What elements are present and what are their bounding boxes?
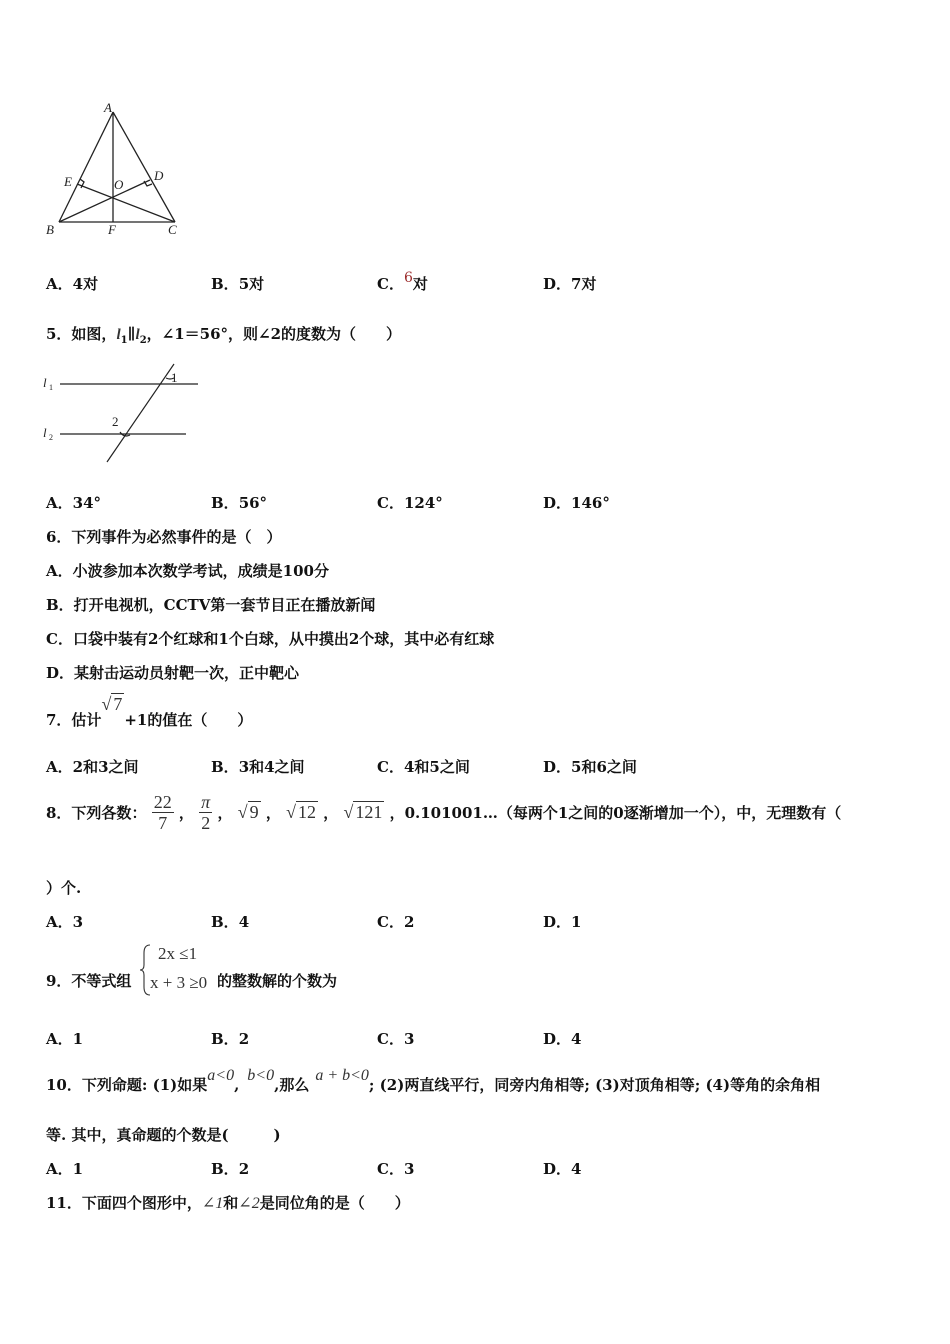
- q11-stem: 11．下面四个图形中，∠1和∠2是同位角的是（ ）: [46, 1194, 410, 1212]
- label-l2-sub: 2: [49, 433, 53, 442]
- q10-option-c[interactable]: C．3: [377, 1160, 415, 1178]
- q9-option-c[interactable]: C．3: [377, 1030, 415, 1048]
- altitude-ce: [77, 184, 175, 222]
- math-b-lt-0: b<0: [247, 1067, 275, 1084]
- q9-option-b[interactable]: B．2: [211, 1030, 250, 1048]
- q8-option-b[interactable]: B．4: [211, 913, 250, 931]
- q7-option-d[interactable]: D．5和6之间: [543, 758, 637, 776]
- triangle-figure: [40, 100, 190, 240]
- q10-option-b[interactable]: B．2: [211, 1160, 250, 1178]
- sqrt-7: √ 7: [101, 694, 123, 714]
- side-ab: [59, 112, 113, 222]
- q8-option-c[interactable]: C．2: [377, 913, 415, 931]
- math-angle-1: ∠1: [201, 1195, 224, 1212]
- q8-option-a[interactable]: A．3: [46, 913, 84, 931]
- altitude-bd: [59, 180, 150, 222]
- q9-option-d[interactable]: D．4: [543, 1030, 582, 1048]
- label-l2: l: [43, 425, 47, 440]
- transversal: [107, 364, 174, 462]
- q8-stem: 8．下列各数： $\frac{22}{7}$ ， $\frac{\pi}{2}$ ， √ 9 ， √ 12 ， √ 121 ，0.101001…（每两个1之间的0逐渐增加一个），中，无理数有（: [46, 792, 842, 833]
- math-a-plus-b-lt-0: a + b<0: [315, 1067, 369, 1084]
- q5-option-b[interactable]: B．56°: [211, 494, 268, 512]
- q7-option-c[interactable]: C．4和5之间: [377, 758, 470, 776]
- q5-option-c[interactable]: C．124°: [377, 494, 443, 512]
- q7-option-a[interactable]: A．2和3之间: [46, 758, 139, 776]
- q7-stem: 7．估计√ 7+1的值在（ ）: [46, 694, 253, 729]
- sqrt-12: √ 12: [286, 802, 316, 822]
- q6-option-c[interactable]: C．口袋中装有2个红球和1个白球，从中摸出2个球，其中必有红球: [46, 630, 495, 648]
- q10-stem: 10．下列命题: (1)如果a<0,b<0,那么a + b<0; (2)两直线平行，同旁内角相等; (3)对顶角相等; (4)等角的余角相: [46, 1067, 821, 1094]
- q6-option-a[interactable]: A．小波参加本次数学考试，成绩是100分: [46, 562, 329, 580]
- q6-option-d[interactable]: D．某射击运动员射靶一次，正中靶心: [46, 664, 300, 682]
- q4-option-d[interactable]: D．7对: [543, 275, 597, 293]
- side-ac: [113, 112, 175, 222]
- q4-option-b[interactable]: B．5对: [211, 275, 265, 293]
- label-angle-2: 2: [112, 414, 119, 429]
- right-angle-d: [144, 181, 152, 186]
- label-f: F: [108, 222, 116, 237]
- label-d: D: [154, 168, 164, 183]
- q4-option-a[interactable]: A．4对: [46, 275, 99, 293]
- q9-stem-rest: 的整数解的个数为: [217, 972, 338, 990]
- q6-option-b[interactable]: B．打开电视机，CCTV第一套节目正在播放新闻: [46, 596, 376, 614]
- q5-option-a[interactable]: A．34°: [46, 494, 102, 512]
- q10-option-d[interactable]: D．4: [543, 1160, 582, 1178]
- fraction-22-7: $\frac{22}{7}$: [153, 792, 172, 833]
- math-angle-2: ∠2: [238, 1195, 260, 1212]
- label-e: E: [64, 174, 72, 189]
- label-l1: l: [43, 375, 47, 390]
- inequality-1: 2x ≤1: [158, 944, 198, 963]
- q4-option-c-prefix: 6: [403, 270, 413, 286]
- q10-stem-cont: 等. 其中，真命题的个数是( ): [46, 1126, 281, 1144]
- q6-stem: 6．下列事件为必然事件的是（ ）: [46, 528, 282, 546]
- sqrt-121: √ 121: [343, 802, 383, 822]
- q5-stem: 5．如图，$l_1\parallel l_2$，∠1＝56°，则∠2的度数为（ ）: [46, 325, 402, 346]
- math-a-lt-0: a<0: [207, 1067, 235, 1084]
- q9-option-a[interactable]: A．1: [46, 1030, 84, 1048]
- label-b: B: [46, 222, 54, 237]
- label-l1-sub: 1: [49, 383, 53, 392]
- q8-option-d[interactable]: D．1: [543, 913, 582, 931]
- q8-stem-cont: ）个.: [46, 879, 82, 897]
- label-a: A: [104, 100, 112, 115]
- parallel-lines-figure: [40, 362, 200, 470]
- q9-stem-label: 9．不等式组: [46, 972, 132, 990]
- fraction-pi-2: $\frac{\pi}{2}$: [201, 792, 211, 833]
- q4-option-c[interactable]: C．6对: [377, 270, 428, 293]
- label-c: C: [168, 222, 177, 237]
- q5-option-d[interactable]: D．146°: [543, 494, 610, 512]
- q7-option-b[interactable]: B．3和4之间: [211, 758, 305, 776]
- label-o: O: [114, 177, 124, 192]
- q10-option-a[interactable]: A．1: [46, 1160, 84, 1178]
- sqrt-9: √ 9: [237, 802, 259, 822]
- label-angle-1: 1: [171, 370, 178, 385]
- inequality-2: x + 3 ≥0: [150, 973, 208, 992]
